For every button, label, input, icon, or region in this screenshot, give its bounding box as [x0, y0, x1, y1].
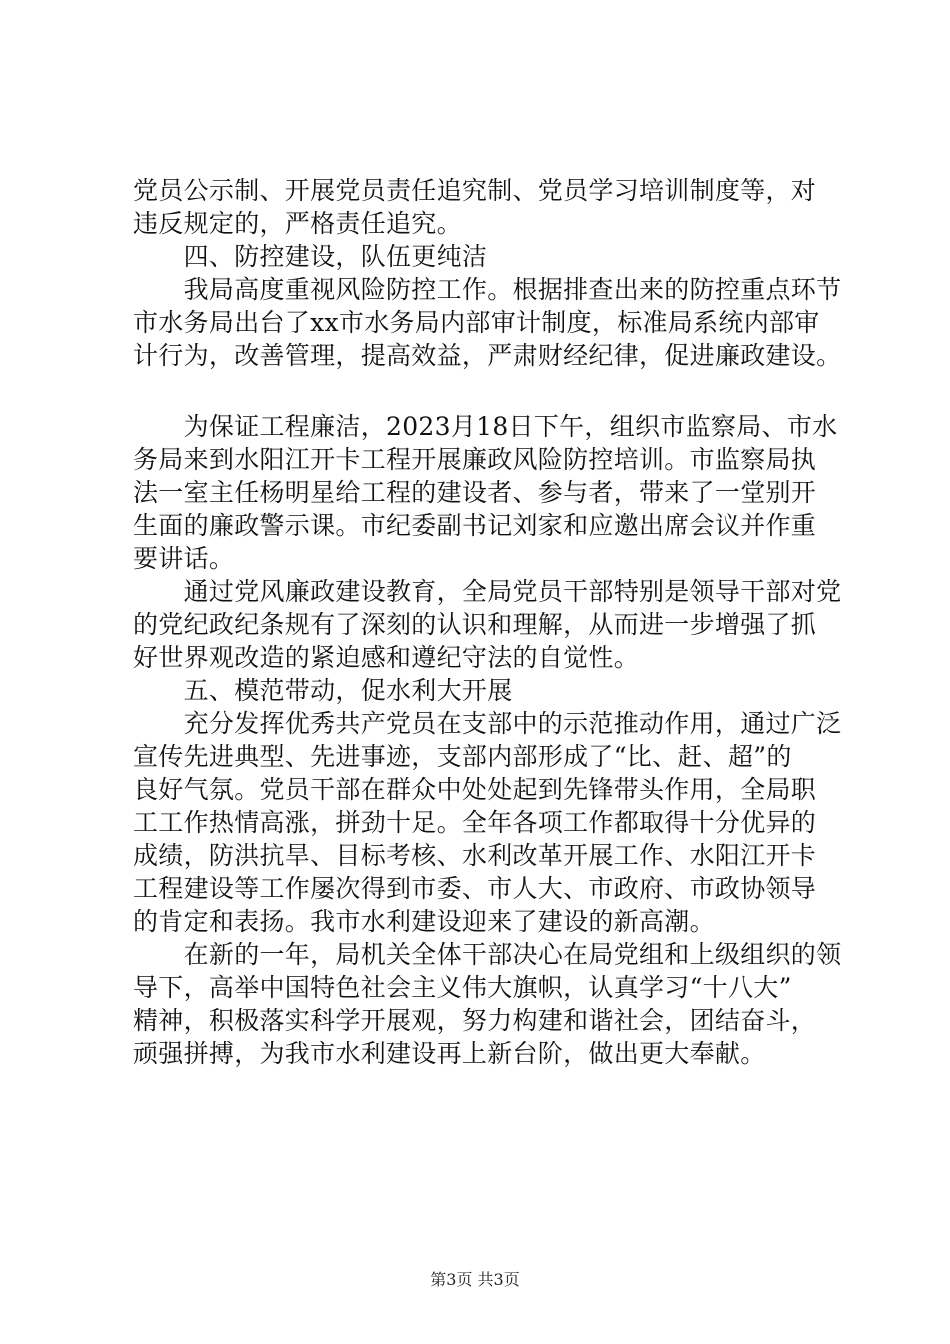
- heading-line: 五、模范带动，促水利大开展: [133, 676, 513, 705]
- text-line: 党员公示制、开展党员责任追究制、党员学习培训制度等，对: [133, 176, 817, 205]
- paragraph-gap: [133, 372, 855, 410]
- paragraph: [133, 938, 855, 1070]
- text-line: 计行为，改善管理，提高效益，严肃财经纪律，促进廉政建设。: [133, 341, 842, 370]
- text-line: 为保证工程廉洁，2023月18日下午，组织市监察局、市水: [133, 412, 838, 441]
- text-line: 法一室主任杨明星给工程的建设者、参与者，带来了一堂别开: [133, 478, 817, 507]
- text-line: 违反规定的，严格责任追究。: [133, 209, 462, 238]
- text-line: 的肯定和表扬。我市水利建设迎来了建设的新高潮。: [133, 907, 715, 936]
- text-line: 良好气氛。党员干部在群众中处处起到先锋带头作用，全局职: [133, 775, 817, 804]
- text-line: 在新的一年，局机关全体干部决心在局党组和上级组织的领: [133, 940, 842, 969]
- document-body: [133, 174, 855, 1070]
- text-line: 充分发挥优秀共产党员在支部中的示范推动作用，通过广泛: [133, 709, 842, 738]
- section-heading: [133, 674, 855, 707]
- text-line: 生面的廉政警示课。市纪委副书记刘家和应邀出席会议并作重: [133, 511, 817, 540]
- paragraph: [133, 707, 855, 938]
- text-line: 工程建设等工作屡次得到市委、市人大、市政府、市政协领导: [133, 874, 817, 903]
- text-line: 的党纪政纪条规有了深刻的认识和理解，从而进一步增强了抓: [133, 610, 817, 639]
- text-line: 务局来到水阳江开卡工程开展廉政风险防控培训。市监察局执: [133, 445, 817, 474]
- paragraph: [133, 410, 855, 575]
- paragraph: [133, 575, 855, 674]
- paragraph: [133, 273, 855, 372]
- text-line: 宣传先进典型、先进事迹，支部内部形成了“比、赶、超”的: [133, 742, 792, 771]
- paragraph: [133, 174, 855, 240]
- text-line: 我局高度重视风险防控工作。根据排查出来的防控重点环节: [133, 275, 842, 304]
- text-line: 顽强拼搏，为我市水利建设再上新台阶，做出更大奉献。: [133, 1039, 766, 1068]
- section-heading: [133, 240, 855, 273]
- text-line: 要讲话。: [133, 544, 235, 573]
- text-line: 工工作热情高涨，拼劲十足。全年各项工作都取得十分优异的: [133, 808, 817, 837]
- text-line: 成绩，防洪抗旱、目标考核、水利改革开展工作、水阳江开卡: [133, 841, 817, 870]
- text-line: 导下，高举中国特色社会主义伟大旗帜，认真学习“十八大”: [133, 973, 792, 1002]
- text-line: 精神，积极落实科学开展观，努力构建和谐社会，团结奋斗，: [133, 1006, 817, 1035]
- text-line: 通过党风廉政建设教育，全局党员干部特别是领导干部对党: [133, 577, 842, 606]
- text-line: 好世界观改造的紧迫感和遵纪守法的自觉性。: [133, 643, 640, 672]
- page-number-footer: 第3页 共3页: [430, 1270, 520, 1289]
- text-line: 市水务局出台了xx市水务局内部审计制度，标准局系统内部审: [133, 308, 820, 337]
- heading-line: 四、防控建设，队伍更纯洁: [133, 242, 488, 271]
